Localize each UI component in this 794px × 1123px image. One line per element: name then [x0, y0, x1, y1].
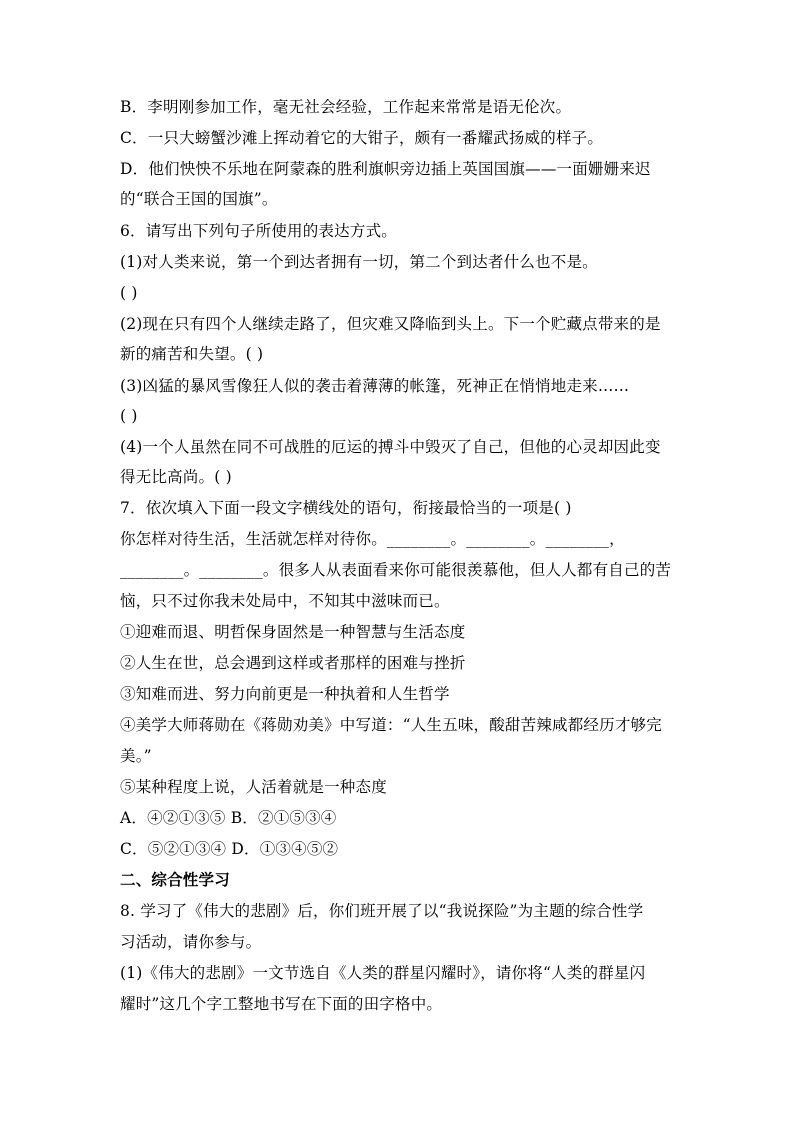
- section-heading: 二、综合性学习: [120, 870, 230, 889]
- question-6: 6．请写出下列句子所使用的表达方式。: [120, 222, 397, 240]
- q6-answer-1[interactable]: ( ): [120, 284, 138, 302]
- option-c: C．一只大螃蟹沙滩上挥动着它的大钳子，颇有一番耀武扬威的样子。: [120, 129, 604, 147]
- question-8-cont: 习活动，请你参与。: [120, 933, 262, 951]
- q8-item-1-cont: 耀时”这几个字工整地书写在下面的田字格中。: [120, 995, 443, 1013]
- question-7: 7．依次填入下面一段文字横线处的语句，衔接最恰当的一项是( ): [120, 499, 572, 517]
- option-d: D．他们怏怏不乐地在阿蒙森的胜利旗帜旁边插上英国国旗——一面姗姗来迟: [120, 160, 651, 178]
- q6-item-4: (4)一个人虽然在同不可战胜的厄运的搏斗中毁灭了自己，但他的心灵却因此变: [120, 438, 661, 456]
- q6-item-3: (3)凶猛的暴风雪像狂人似的袭击着薄薄的帐篷，死神正在悄悄地走来……: [120, 377, 630, 395]
- q6-item-4-cont: 得无比高尚。( ): [120, 468, 232, 486]
- q7-passage-1: 你怎样对待生活，生活就怎样对待你。________。________。________，: [120, 530, 625, 548]
- q6-item-1: (1)对人类来说，第一个到达者拥有一切，第二个到达者什么也不是。: [120, 253, 598, 271]
- q7-sentence-2: ②人生在世，总会遇到这样或者那样的困难与挫折: [120, 654, 466, 672]
- q8-item-1: (1)《伟大的悲剧》一文节选自《人类的群星闪耀时》，请你将“人类的群星闪: [120, 964, 646, 982]
- q6-answer-3[interactable]: ( ): [120, 407, 138, 425]
- option-d-cont: 的“联合王国的国旗”。: [120, 190, 278, 208]
- q7-sentence-4-cont: 美。”: [120, 747, 152, 765]
- q7-sentence-1: ①迎难而退、明哲保身固然是一种智慧与生活态度: [120, 623, 466, 641]
- question-8: 8. 学习了《伟大的悲剧》后，你们班开展了以“我说探险”为主题的综合性学: [120, 902, 644, 920]
- q7-passage-2: ________。________。很多人从表面看来你可能很羡慕他，但人人都有自己的苦: [120, 561, 672, 579]
- q7-options-ab: A．④②①③⑤ B．②①⑤③④: [120, 809, 337, 827]
- q6-item-2-cont: 新的痛苦和失望。( ): [120, 345, 264, 363]
- q7-sentence-3: ③知难而进、努力向前更是一种执着和人生哲学: [120, 685, 450, 703]
- q6-item-2: (2)现在只有四个人继续走路了，但灾难又降临到头上。下一个贮藏点带来的是: [120, 315, 661, 333]
- q7-options-cd: C．⑤②①③④ D．①③④⑤②: [120, 840, 339, 858]
- q7-sentence-5: ⑤某种程度上说，人活着就是一种态度: [120, 778, 387, 796]
- q7-passage-3: 恼，只不过你我未处局中，不知其中滋味而已。: [120, 592, 450, 610]
- option-b: B．李明刚参加工作，毫无社会经验，工作起来常常是语无伦次。: [120, 98, 572, 116]
- q7-sentence-4: ④美学大师蒋勋在《蒋勋劝美》中写道：“人生五味，酸甜苦辣咸都经历才够完: [120, 716, 662, 734]
